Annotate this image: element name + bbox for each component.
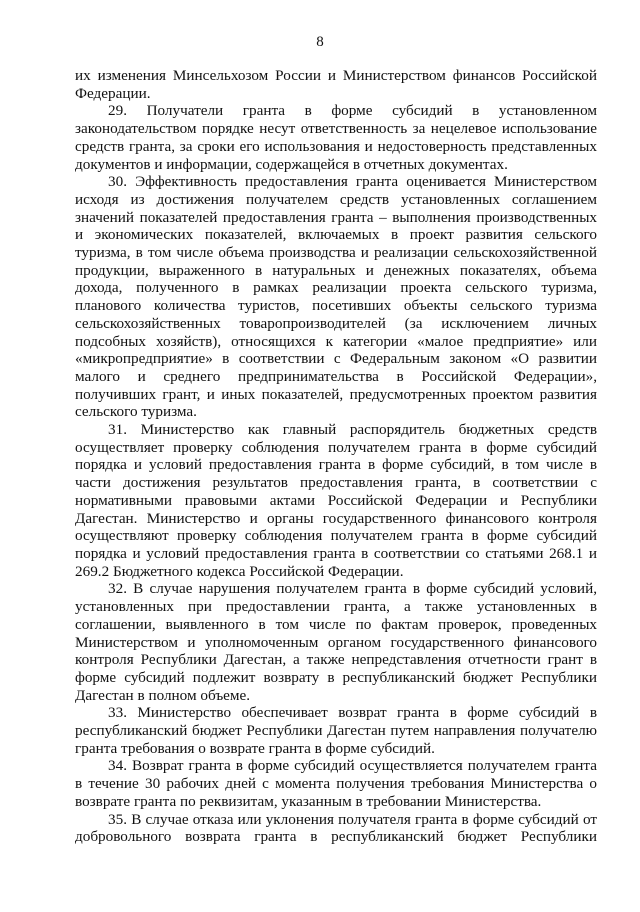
paragraph-35: 35. В случае отказа или уклонения получателя гранта в форме субсидий от добровольного возврата гранта в республиканский бюджет Республики — [75, 810, 597, 846]
paragraph-31: 31. Министерство как главный распорядитель бюджетных средств осуществляет проверку соблюдения получателем гранта в форме субсидий порядка и условий предоставления гранта в форме субсидий, в том числе в части достижения результатов предоставления гранта, в соответствии с нормативными правовыми актами Российской Федерации и Республики Дагестан. Министерство и органы государственного финансового контроля осуществляют проверку соблюдения получателем гранта в форме субсидий порядка и условий предоставления гранта в соответствии со статьями 268.1 и 269.2 Бюджетного кодекса Российской Федерации. — [75, 421, 597, 580]
paragraph-29: 29. Получатели гранта в форме субсидий в установленном законодательством порядке несут ответственность за нецелевое использование средств гранта, за сроки его использования и недостоверность представленных документов и информации, содержащейся в отчетных документах. — [75, 102, 597, 173]
paragraph-33: 33. Министерство обеспечивает возврат гранта в форме субсидий в республиканский бюджет Республики Дагестан путем направления получателю гранта требования о возврате гранта в форме субсидий. — [75, 704, 597, 757]
paragraph-continuation: их изменения Минсельхозом России и Министерством финансов Российской Федерации. — [75, 67, 597, 102]
page-number: 8 — [316, 34, 324, 50]
paragraph-32: 32. В случае нарушения получателем гранта в форме субсидий условий, установленных при предоставлении гранта, а также установленных в соглашении, выявленного в том числе по фактам проверок, проведенных Министерством и уполномоченным органом государственного финансового контроля Республики Дагестан, а также непредставления отчетности грант в форме субсидий подлежит возврату в республиканский бюджет Республики Дагестан в полном объеме. — [75, 580, 597, 704]
paragraph-34: 34. Возврат гранта в форме субсидий осуществляется получателем гранта в течение 30 рабочих дней с момента получения требования Министерства о возврате гранта по реквизитам, указанным в требовании Министерства. — [75, 757, 597, 810]
paragraph-30: 30. Эффективность предоставления гранта оценивается Министерством исходя из достижения получателем средств установленных соглашением значений показателей предоставления гранта – выполнения производственных и экономических показателей, включаемых в проект развития сельского туризма, в том числе объема производства и реализации сельскохозяйственной продукции, выраженного в натуральных и денежных показателях, объема дохода, полученного в рамках реализации проекта сельского туризма, планового количества туристов, посетивших объекты сельского туризма сельскохозяйственных товаропроизводителей (за исключением личных подсобных хозяйств), относящихся к категории «малое предприятие» или «микропредприятие» в соответствии с Федеральным законом «О развитии малого и среднего предпринимательства в Российской Федерации», получивших грант, и иных показателей, предусмотренных проектом развития сельского туризма. — [75, 173, 597, 421]
document-body — [75, 67, 597, 846]
